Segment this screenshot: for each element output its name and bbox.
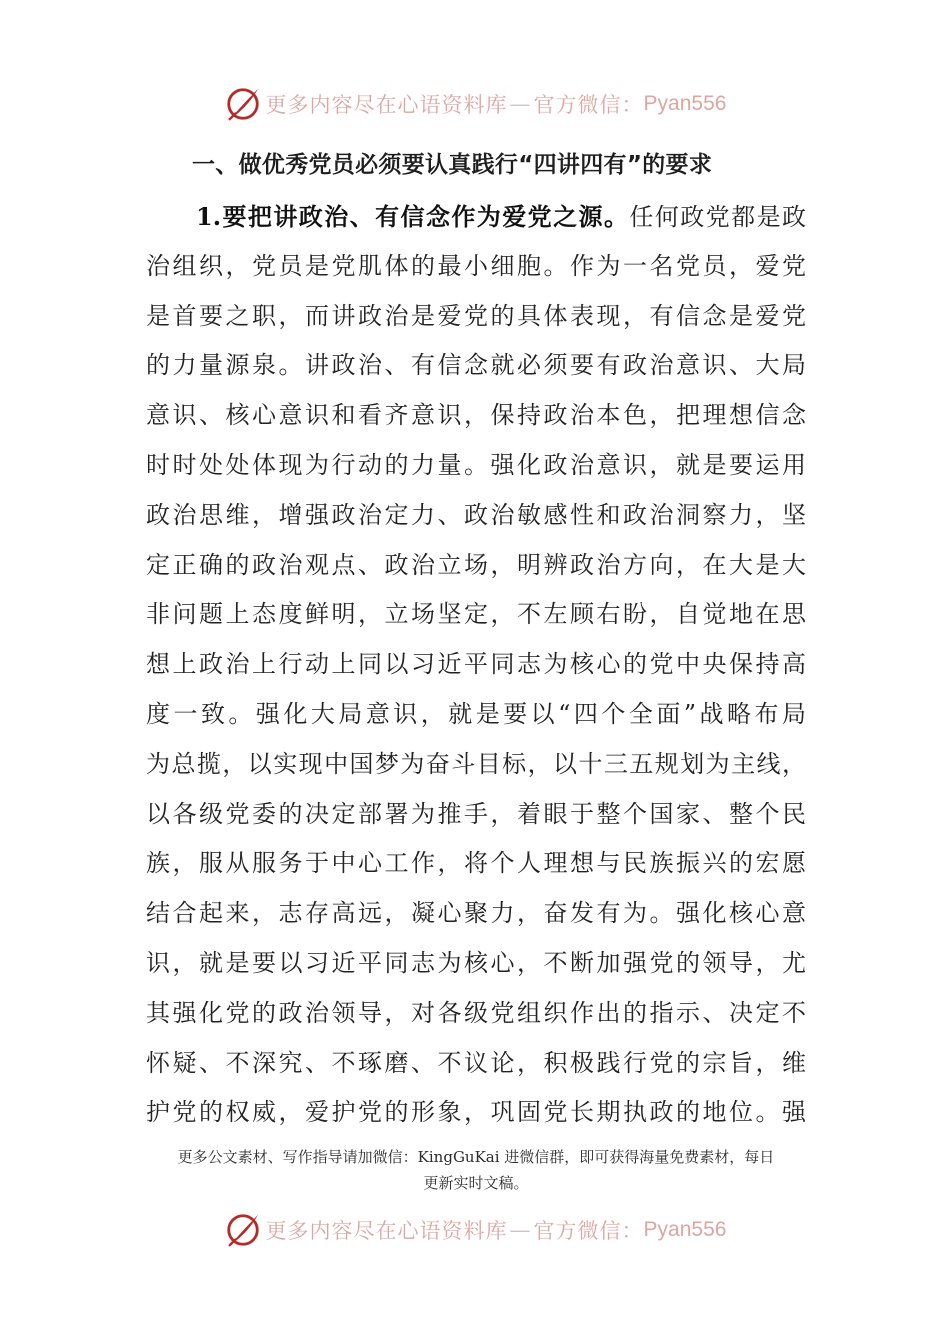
footnote-line-2: 更新实时文稿。 [423,1174,529,1192]
quill-logo-icon [224,1211,262,1249]
paragraph-line: 任何政党都是政 [629,203,806,231]
paragraph-lead: 1.要把讲政治、有信念作为爱党之源。 [196,202,630,231]
paragraph-line: 识，就是要以习近平同志为核心，不断加强党的领导，尤 [146,948,806,977]
banner-separator: — [509,92,532,116]
paragraph-line: 治组织，党员是党肌体的最小细胞。作为一名党员，爱党 [146,251,806,280]
banner-text: 更多内容尽在心语资料库 [265,1219,508,1243]
footnote [146,1144,806,1196]
paragraph-first-line [146,192,806,242]
paragraph-line: 是首要之职，而讲政治是爱党的具体表现，有信念是爱党 [146,301,806,330]
banner-label: 官方微信： [533,93,644,117]
banner-separator: — [509,1218,532,1242]
banner-label: 官方微信： [533,1219,644,1243]
paragraph-line: 时时处处体现为行动的力量。强化政治意识，就是要运用 [146,450,806,479]
paragraph-line: 以各级党委的决定部署为推手，着眼于整个国家、整个民 [146,799,806,828]
banner-text: 更多内容尽在心语资料库 [265,93,508,117]
banner-handle: Pyan556 [643,92,727,115]
header-banner[interactable] [0,84,950,124]
paragraph-line: 定正确的政治观点、政治立场，明辨政治方向，在大是大 [146,550,806,579]
banner-handle: Pyan556 [643,1218,727,1241]
paragraph-line: 为总揽，以实现中国梦为奋斗目标，以十三五规划为主线， [146,749,806,778]
footer-banner[interactable] [0,1210,950,1250]
section-heading: 一、做优秀党员必须要认真践行“四讲四有”的要求 [192,152,713,178]
quill-logo-icon [224,85,262,123]
paragraph-line: 政治思维，增强政治定力、政治敏感性和政治洞察力，坚 [146,500,806,529]
paragraph-line: 非问题上态度鲜明，立场坚定，不左顾右盼，自觉地在思 [146,600,806,629]
body-text [146,192,806,1138]
paragraph-line: 族，服从服务于中心工作，将个人理想与民族振兴的宏愿 [146,849,806,878]
paragraph-line: 的力量源泉。讲政治、有信念就必须要有政治意识、大局 [146,351,806,380]
paragraph-line: 想上政治上行动上同以习近平同志为核心的党中央保持高 [146,650,806,679]
paragraph-line: 结合起来，志存高远，凝心聚力，奋发有为。强化核心意 [146,899,806,928]
paragraph-line: 度一致。强化大局意识，就是要以“四个全面”战略布局 [146,699,806,728]
footnote-line-1: 更多公文素材、写作指导请加微信：KingGuKai 进微信群，即可获得海量免费素材，每日 [177,1148,775,1166]
paragraph-line: 护党的权威，爱护党的形象，巩固党长期执政的地位。强 [146,1098,806,1127]
paragraph-line: 意识、核心意识和看齐意识，保持政治本色，把理想信念 [146,401,806,430]
paragraph-line: 怀疑、不深究、不琢磨、不议论，积极践行党的宗旨，维 [146,1048,806,1077]
paragraph-line: 其强化党的政治领导，对各级党组织作出的指示、决定不 [146,998,806,1027]
